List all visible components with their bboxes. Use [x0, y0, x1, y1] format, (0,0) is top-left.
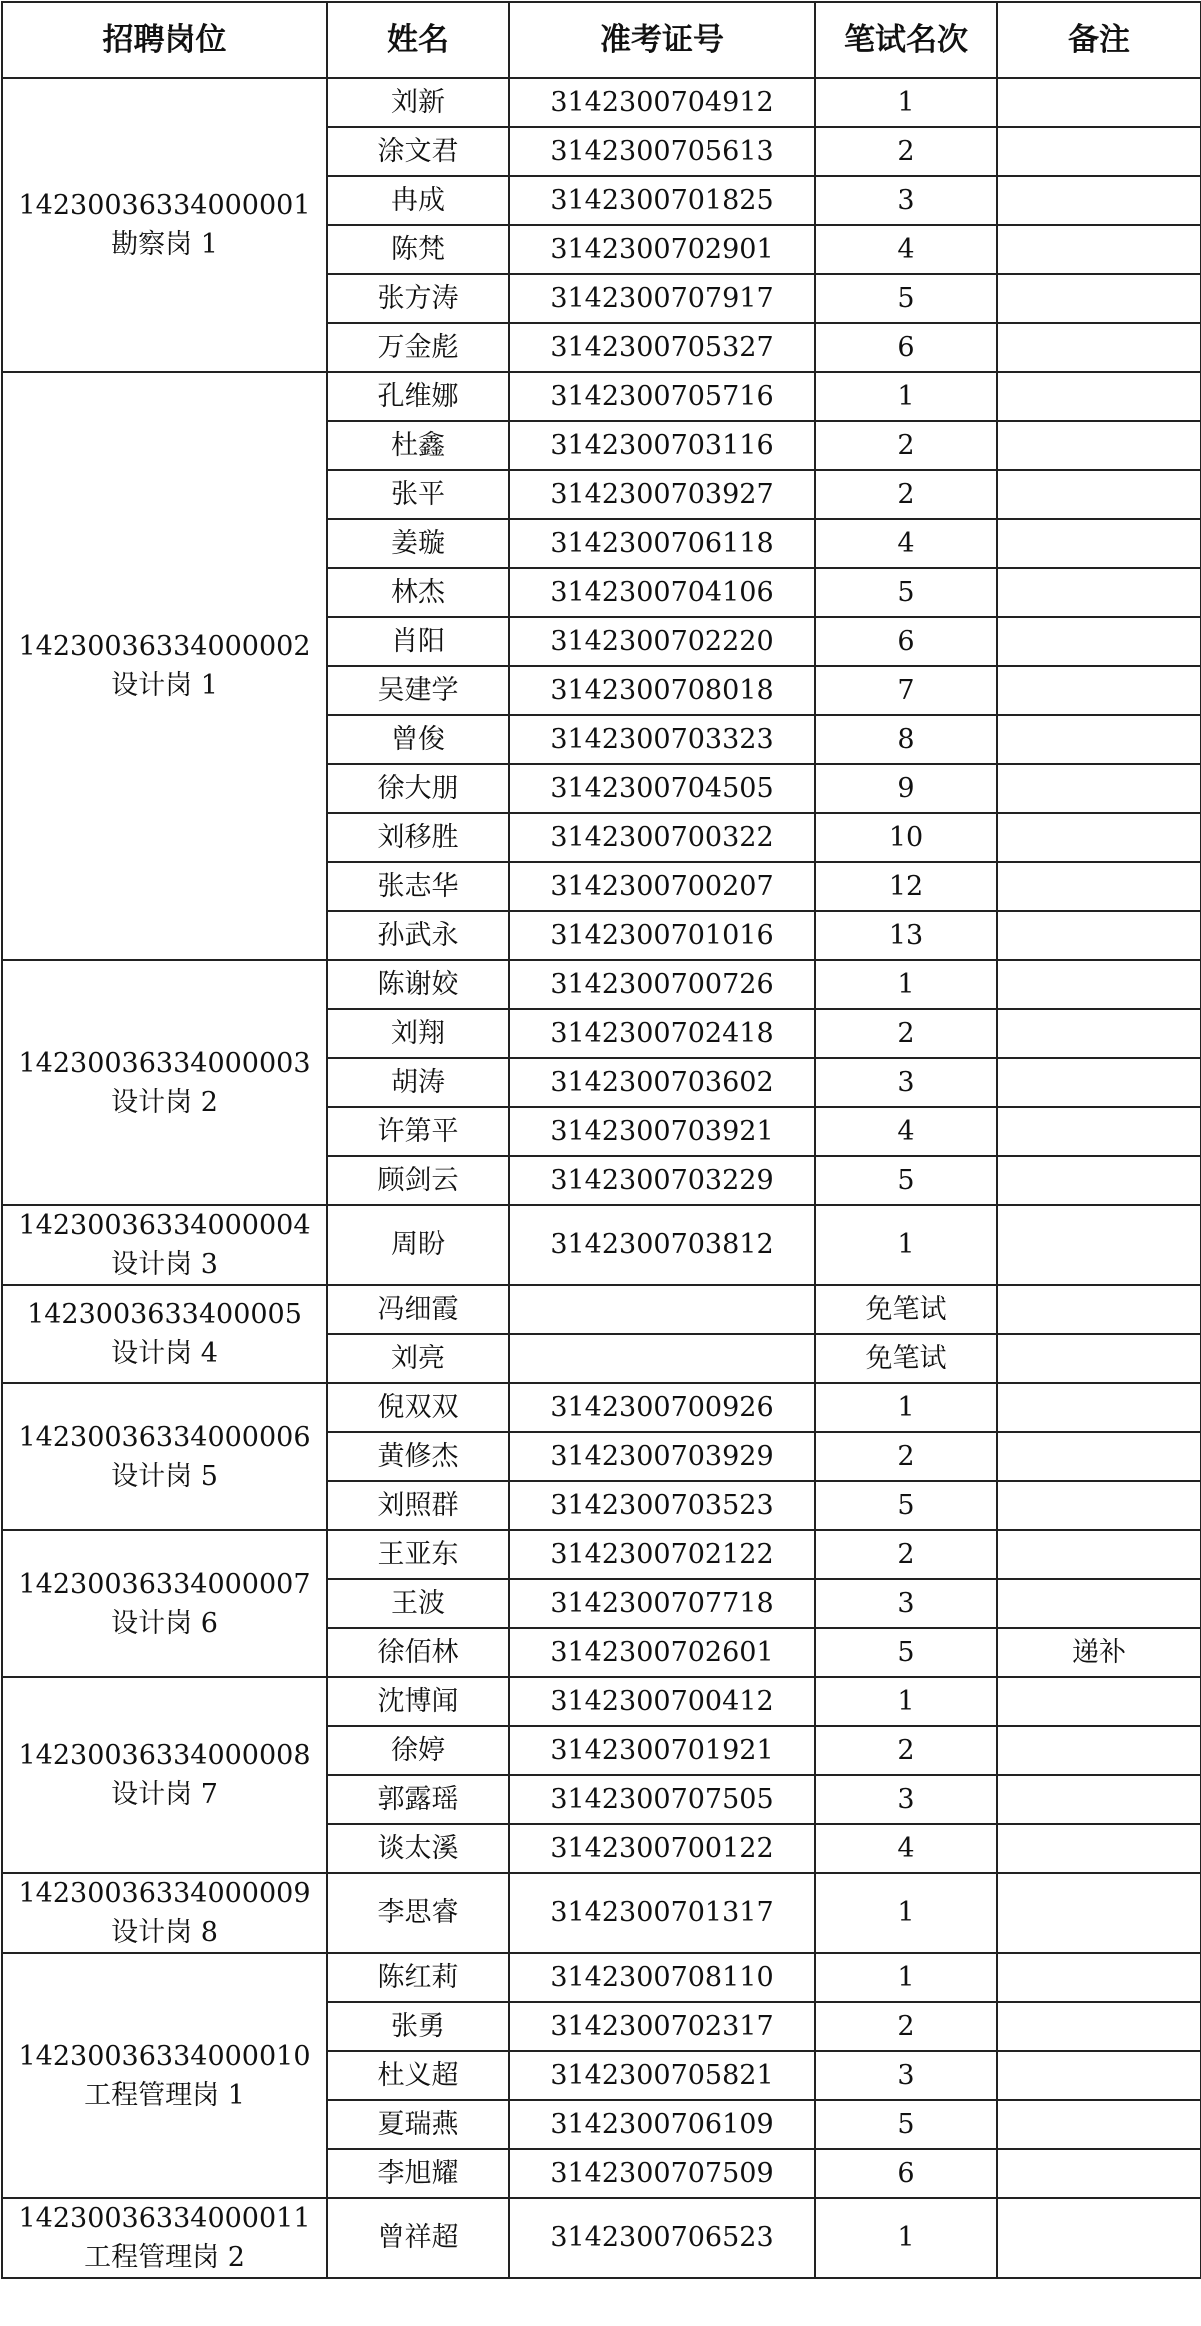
candidate-name: 杜鑫 [327, 421, 509, 470]
admission-number: 3142300705716 [509, 372, 815, 421]
admission-number: 3142300701825 [509, 176, 815, 225]
position-cell [2, 1530, 327, 1677]
admission-number: 3142300703523 [509, 1481, 815, 1530]
table-row [2, 1383, 1201, 1432]
position-title: 设计岗 3 [111, 1249, 218, 1280]
table-row [2, 2198, 1201, 2278]
remarks [997, 1579, 1201, 1628]
exam-rank: 7 [815, 666, 997, 715]
remarks [997, 176, 1201, 225]
admission-number: 3142300700122 [509, 1824, 815, 1873]
table-row [2, 960, 1201, 1009]
exam-rank: 4 [815, 519, 997, 568]
remarks [997, 715, 1201, 764]
table-body [2, 78, 1201, 2278]
admission-number: 3142300703921 [509, 1107, 815, 1156]
exam-rank: 6 [815, 2149, 997, 2198]
position-title: 设计岗 4 [111, 1338, 218, 1369]
exam-rank: 2 [815, 421, 997, 470]
candidate-name: 刘亮 [327, 1334, 509, 1383]
position-title: 工程管理岗 2 [84, 2242, 245, 2273]
exam-rank: 1 [815, 1953, 997, 2002]
position-cell [2, 1383, 327, 1530]
candidate-name: 顾剑云 [327, 1156, 509, 1205]
remarks [997, 78, 1201, 127]
position-code: 14230036334000008 [18, 1740, 311, 1771]
candidate-name: 倪双双 [327, 1383, 509, 1432]
candidate-name: 曾祥超 [327, 2198, 509, 2278]
candidate-name: 沈博闻 [327, 1677, 509, 1726]
position-code: 14230036334000002 [18, 631, 311, 662]
admission-number: 3142300700322 [509, 813, 815, 862]
admission-number: 3142300703812 [509, 1205, 815, 1285]
candidate-name: 曾俊 [327, 715, 509, 764]
remarks [997, 421, 1201, 470]
exam-rank: 12 [815, 862, 997, 911]
candidate-name: 刘新 [327, 78, 509, 127]
remarks [997, 1205, 1201, 1285]
admission-number: 3142300703602 [509, 1058, 815, 1107]
candidate-name: 孙武永 [327, 911, 509, 960]
candidate-name: 谈太溪 [327, 1824, 509, 1873]
exam-rank: 3 [815, 1058, 997, 1107]
table-row [2, 1953, 1201, 2002]
admission-number: 3142300703927 [509, 470, 815, 519]
exam-rank: 1 [815, 2198, 997, 2278]
position-cell [2, 1205, 327, 1285]
exam-rank: 5 [815, 1156, 997, 1205]
position-title: 设计岗 2 [111, 1086, 218, 1118]
table-row [2, 372, 1201, 421]
admission-number: 3142300703116 [509, 421, 815, 470]
remarks [997, 1383, 1201, 1432]
candidate-name: 张志华 [327, 862, 509, 911]
table-row [2, 1677, 1201, 1726]
remarks [997, 666, 1201, 715]
admission-number: 3142300702901 [509, 225, 815, 274]
exam-rank: 1 [815, 1873, 997, 1953]
remarks [997, 127, 1201, 176]
remarks [997, 274, 1201, 323]
position-code: 14230036334000001 [18, 190, 311, 221]
position-cell [2, 2198, 327, 2278]
candidate-name: 陈梵 [327, 225, 509, 274]
position-title: 设计岗 6 [111, 1607, 218, 1639]
position-cell [2, 960, 327, 1205]
candidate-name: 万金彪 [327, 323, 509, 372]
admission-number: 3142300707718 [509, 1579, 815, 1628]
exam-rank: 8 [815, 715, 997, 764]
admission-number: 3142300700926 [509, 1383, 815, 1432]
position-cell [2, 372, 327, 960]
exam-rank: 1 [815, 1677, 997, 1726]
exam-rank: 3 [815, 1579, 997, 1628]
admission-number: 3142300708018 [509, 666, 815, 715]
position-cell [2, 1677, 327, 1873]
admission-number: 3142300704106 [509, 568, 815, 617]
admission-number: 3142300701317 [509, 1873, 815, 1953]
admission-number: 3142300701016 [509, 911, 815, 960]
exam-rank: 2 [815, 470, 997, 519]
exam-rank: 2 [815, 1726, 997, 1775]
position-cell [2, 1873, 327, 1953]
candidate-name: 吴建学 [327, 666, 509, 715]
candidate-name: 肖阳 [327, 617, 509, 666]
remarks [997, 1432, 1201, 1481]
header-remarks: 备注 [997, 2, 1201, 78]
remarks [997, 1009, 1201, 1058]
admission-number: 3142300705821 [509, 2051, 815, 2100]
admission-number: 3142300708110 [509, 1953, 815, 2002]
table-row [2, 78, 1201, 127]
remarks [997, 323, 1201, 372]
exam-rank: 5 [815, 2100, 997, 2149]
position-title: 勘察岗 1 [111, 229, 218, 260]
candidate-name: 许第平 [327, 1107, 509, 1156]
exam-rank: 3 [815, 2051, 997, 2100]
admission-number: 3142300707509 [509, 2149, 815, 2198]
candidate-name: 涂文君 [327, 127, 509, 176]
admission-number: 3142300702122 [509, 1530, 815, 1579]
candidate-name: 冯细霞 [327, 1285, 509, 1334]
candidate-name: 林杰 [327, 568, 509, 617]
position-code: 14230036334000009 [18, 1878, 311, 1909]
exam-rank: 1 [815, 1205, 997, 1285]
table-row [2, 1205, 1201, 1285]
admission-number: 3142300706109 [509, 2100, 815, 2149]
remarks [997, 1481, 1201, 1530]
position-code: 14230036334000006 [18, 1421, 311, 1453]
exam-rank: 5 [815, 1628, 997, 1677]
position-title: 设计岗 1 [111, 670, 218, 701]
remarks [997, 225, 1201, 274]
position-title: 设计岗 5 [111, 1460, 218, 1492]
candidate-name: 刘移胜 [327, 813, 509, 862]
exam-rank: 3 [815, 1775, 997, 1824]
table-row [2, 1285, 1201, 1334]
table-row [2, 1873, 1201, 1953]
remarks [997, 911, 1201, 960]
admission-number: 3142300707917 [509, 274, 815, 323]
header-admission-number: 准考证号 [509, 2, 815, 78]
remarks [997, 1677, 1201, 1726]
candidate-name: 刘照群 [327, 1481, 509, 1530]
candidate-name: 陈红莉 [327, 1953, 509, 2002]
exam-rank: 5 [815, 568, 997, 617]
admission-number [509, 1334, 815, 1383]
exam-rank: 2 [815, 1009, 997, 1058]
exam-rank: 1 [815, 372, 997, 421]
remarks [997, 1285, 1201, 1334]
remarks [997, 519, 1201, 568]
admission-number: 3142300705327 [509, 323, 815, 372]
remarks [997, 764, 1201, 813]
exam-rank: 13 [815, 911, 997, 960]
exam-rank: 5 [815, 1481, 997, 1530]
position-title: 设计岗 8 [111, 1917, 218, 1948]
remarks [997, 1953, 1201, 2002]
exam-rank: 2 [815, 2002, 997, 2051]
header-name: 姓名 [327, 2, 509, 78]
exam-rank: 免笔试 [815, 1334, 997, 1383]
admission-number: 3142300706523 [509, 2198, 815, 2278]
candidate-name: 胡涛 [327, 1058, 509, 1107]
candidate-name: 王波 [327, 1579, 509, 1628]
candidate-name: 张勇 [327, 2002, 509, 2051]
candidate-name: 郭露瑶 [327, 1775, 509, 1824]
remarks: 递补 [997, 1628, 1201, 1677]
admission-number [509, 1285, 815, 1334]
exam-ranking-table [1, 1, 1201, 2279]
exam-rank: 10 [815, 813, 997, 862]
admission-number: 3142300705613 [509, 127, 815, 176]
remarks [997, 1334, 1201, 1383]
exam-rank: 6 [815, 323, 997, 372]
remarks [997, 2149, 1201, 2198]
exam-rank: 9 [815, 764, 997, 813]
admission-number: 3142300702601 [509, 1628, 815, 1677]
remarks [997, 372, 1201, 421]
remarks [997, 862, 1201, 911]
remarks [997, 1107, 1201, 1156]
candidate-name: 刘翔 [327, 1009, 509, 1058]
admission-number: 3142300706118 [509, 519, 815, 568]
admission-number: 3142300701921 [509, 1726, 815, 1775]
position-code: 1423003633400005 [27, 1299, 302, 1330]
remarks [997, 2100, 1201, 2149]
candidate-name: 孔维娜 [327, 372, 509, 421]
remarks [997, 1824, 1201, 1873]
admission-number: 3142300700412 [509, 1677, 815, 1726]
position-code: 14230036334000007 [18, 1568, 311, 1600]
exam-rank: 5 [815, 274, 997, 323]
remarks [997, 470, 1201, 519]
exam-rank: 4 [815, 225, 997, 274]
candidate-name: 张平 [327, 470, 509, 519]
admission-number: 3142300700207 [509, 862, 815, 911]
position-code: 14230036334000003 [18, 1047, 311, 1079]
remarks [997, 960, 1201, 1009]
candidate-name: 杜义超 [327, 2051, 509, 2100]
admission-number: 3142300703929 [509, 1432, 815, 1481]
exam-rank: 1 [815, 78, 997, 127]
exam-rank: 2 [815, 1432, 997, 1481]
candidate-name: 姜璇 [327, 519, 509, 568]
admission-number: 3142300700726 [509, 960, 815, 1009]
candidate-name: 夏瑞燕 [327, 2100, 509, 2149]
exam-rank: 2 [815, 1530, 997, 1579]
candidate-name: 周盼 [327, 1205, 509, 1285]
position-title: 设计岗 7 [111, 1779, 218, 1810]
remarks [997, 1775, 1201, 1824]
candidate-name: 徐大朋 [327, 764, 509, 813]
header-position: 招聘岗位 [2, 2, 327, 78]
admission-number: 3142300702220 [509, 617, 815, 666]
candidate-name: 陈谢姣 [327, 960, 509, 1009]
remarks [997, 1873, 1201, 1953]
remarks [997, 1530, 1201, 1579]
table-row [2, 1530, 1201, 1579]
exam-rank: 1 [815, 1383, 997, 1432]
exam-rank: 4 [815, 1107, 997, 1156]
exam-rank: 6 [815, 617, 997, 666]
candidate-name: 黄修杰 [327, 1432, 509, 1481]
candidate-name: 李思睿 [327, 1873, 509, 1953]
remarks [997, 568, 1201, 617]
exam-rank: 3 [815, 176, 997, 225]
candidate-name: 冉成 [327, 176, 509, 225]
header-row [2, 2, 1201, 78]
admission-number: 3142300704912 [509, 78, 815, 127]
remarks [997, 2198, 1201, 2278]
candidate-name: 徐婷 [327, 1726, 509, 1775]
position-cell [2, 1953, 327, 2198]
exam-rank: 1 [815, 960, 997, 1009]
remarks [997, 2051, 1201, 2100]
remarks [997, 617, 1201, 666]
candidate-name: 李旭耀 [327, 2149, 509, 2198]
position-code: 14230036334000004 [18, 1210, 311, 1241]
candidate-name: 王亚东 [327, 1530, 509, 1579]
admission-number: 3142300702418 [509, 1009, 815, 1058]
exam-rank: 2 [815, 127, 997, 176]
remarks [997, 813, 1201, 862]
remarks [997, 1156, 1201, 1205]
header-exam-rank: 笔试名次 [815, 2, 997, 78]
exam-rank: 免笔试 [815, 1285, 997, 1334]
remarks [997, 2002, 1201, 2051]
remarks [997, 1726, 1201, 1775]
position-cell [2, 1285, 327, 1383]
admission-number: 3142300704505 [509, 764, 815, 813]
position-title: 工程管理岗 1 [84, 2079, 245, 2111]
admission-number: 3142300703323 [509, 715, 815, 764]
admission-number: 3142300702317 [509, 2002, 815, 2051]
admission-number: 3142300707505 [509, 1775, 815, 1824]
candidate-name: 张方涛 [327, 274, 509, 323]
exam-rank: 4 [815, 1824, 997, 1873]
position-cell [2, 78, 327, 372]
position-code: 14230036334000010 [18, 2040, 311, 2072]
remarks [997, 1058, 1201, 1107]
admission-number: 3142300703229 [509, 1156, 815, 1205]
position-code: 14230036334000011 [18, 2203, 311, 2234]
candidate-name: 徐佰林 [327, 1628, 509, 1677]
